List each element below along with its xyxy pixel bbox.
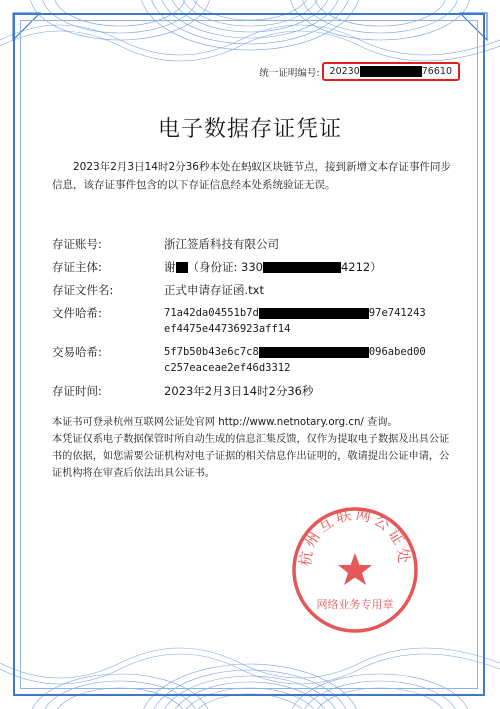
certificate-number-suffix: 76610 (421, 66, 452, 77)
tx-hash-line1-prefix: 5f7b50b43e6c7c8 (164, 346, 259, 358)
tx-hash-line1-suffix: 096abed00 (368, 346, 426, 358)
subject-id-prefix: （身份证: 330 (187, 260, 263, 274)
tx-hash-line2: c257eaceae2ef46d3312 (164, 362, 291, 374)
certificate-number-prefix: 20230 (329, 66, 360, 77)
field-label: 存证主体: (52, 260, 102, 274)
field-value: 2023年2月3日14时2分36秒 (164, 384, 314, 398)
field-value (164, 344, 462, 376)
redaction-bar (360, 66, 422, 77)
certificate-number-label: 统一证明编号: (259, 67, 320, 79)
file-hash-line1-suffix: 97e741243 (368, 307, 426, 319)
subject-name-prefix: 谢 (164, 260, 176, 274)
field-value: 浙江签盾科技有限公司 (164, 237, 279, 251)
field-list (52, 236, 462, 406)
field-row-time (52, 383, 462, 399)
field-label: 存证时间: (52, 384, 102, 398)
redaction-bar (263, 262, 341, 273)
official-seal-icon (290, 505, 420, 635)
note-paragraph (52, 414, 458, 482)
field-row-file-hash (52, 305, 462, 337)
field-row-subject (52, 259, 462, 275)
seal-bottom-text: 网络业务专用章 (316, 598, 394, 611)
note-line-1: 本证书可登录杭州互联网公证处官网 http://www.netnotary.org.cn/ 查询。 (52, 417, 398, 428)
field-row-tx-hash (52, 344, 462, 376)
redaction-bar (259, 308, 369, 319)
file-hash-line1-prefix: 71a42da04551b7d (164, 307, 259, 319)
field-label: 存证账号: (52, 237, 102, 251)
field-row-filename (52, 282, 462, 298)
note-line-2: 本凭证仅系电子数据保管时所自动生成的信息汇集反馈，仅作为提取电子数据及出具公证书的依据，如您需要公证机构对电子证据的相关信息作出证明的，敬请提出公证申请，公证机构将在审查后依法出具公证书。 (52, 434, 450, 479)
field-label: 交易哈希: (52, 345, 102, 359)
redaction-bar (176, 262, 188, 273)
intro-paragraph: 2023年2月3日14时2分36秒本处在蚂蚁区块链节点，接到新增文本存证事件同步信息，该存证事件包含的以下存证信息经本处系统验证无误。 (52, 161, 451, 191)
certificate-number-highlight (322, 62, 460, 81)
field-label: 存证文件名: (52, 283, 114, 297)
field-value: 正式申请存证函.txt (164, 283, 264, 297)
file-hash-line2: ef4475e44736923aff14 (164, 323, 291, 335)
redaction-bar (259, 347, 369, 358)
field-row-account (52, 236, 462, 252)
field-label: 文件哈希: (52, 306, 102, 320)
field-value (164, 259, 462, 275)
seal-top-text: 杭州互联网公证处 (296, 505, 414, 568)
subject-id-suffix: 4212） (340, 260, 382, 274)
field-value (164, 305, 462, 337)
page-title: 电子数据存证凭证 (157, 117, 342, 142)
certificate-number (259, 62, 460, 81)
